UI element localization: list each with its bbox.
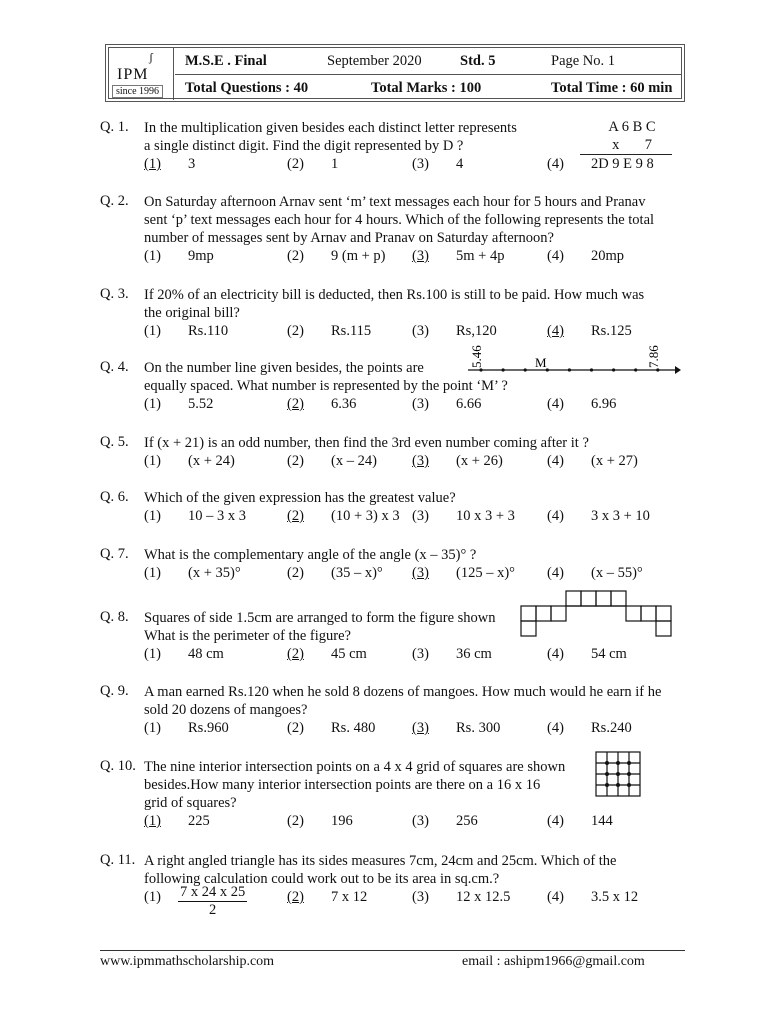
option-number[interactable]: (3) [412,248,429,264]
exam-date: September 2020 [327,53,422,69]
option-value[interactable]: 256 [456,813,478,829]
option-number[interactable]: (4) [547,889,564,905]
q1-row1: A 6 B C [608,119,656,135]
option-number[interactable]: (1) [144,396,161,412]
option-number[interactable]: (3) [412,565,429,581]
option-number[interactable]: (4) [547,508,564,524]
option-value[interactable]: 54 cm [591,646,627,662]
option-number[interactable]: (2) [287,396,304,412]
option-number[interactable]: (4) [547,156,564,172]
option-value[interactable]: Rs.110 [188,323,229,339]
question-text-line: In the multiplication given besides each distinct letter represents [144,120,517,136]
option-value[interactable]: Rs.125 [591,323,632,339]
option-number[interactable]: (3) [412,646,429,662]
option-value[interactable]: 144 [591,813,613,829]
option-value[interactable]: 9mp [188,248,214,264]
option-number[interactable]: (1) [144,889,161,905]
option-number[interactable]: (4) [547,646,564,662]
q4-point-m-label: M [535,355,547,370]
option-value[interactable]: (x + 27) [591,453,638,469]
option-value[interactable]: 10 x 3 + 3 [456,508,515,524]
q10-grid-figure [596,752,640,796]
option-number[interactable]: (2) [287,720,304,736]
option-number[interactable]: (3) [412,508,429,524]
question-text-line: A right angled triangle has its sides measures 7cm, 24cm and 25cm. Which of the [144,853,617,869]
option-number[interactable]: (4) [547,248,564,264]
total-questions: Total Questions : 40 [185,80,309,96]
question-number: Q. 3. [100,286,129,302]
option-number[interactable]: (3) [412,396,429,412]
question-number: Q. 8. [100,609,129,625]
question-text-line: grid of squares? [144,795,237,811]
question-text-line: What is the perimeter of the figure? [144,628,351,644]
option-value[interactable]: 6.96 [591,396,617,412]
footer-divider [100,950,685,951]
question-text-line: sold 20 dozens of mangoes? [144,702,308,718]
option-number[interactable]: (3) [412,156,429,172]
option-value[interactable]: 7 x 12 [331,889,368,905]
option-value[interactable]: (10 + 3) x 3 [331,508,400,524]
option-value[interactable]: 2 [591,156,599,172]
question-number: Q. 2. [100,193,129,209]
option-value[interactable]: 36 cm [456,646,492,662]
option-value[interactable]: Rs.960 [188,720,229,736]
number-line-point [612,368,615,371]
exam-header [105,44,685,102]
q8-squares-figure [521,591,671,641]
exam-name: M.S.E . Final [185,53,267,69]
question-text-line: On the number line given besides, the points are [144,360,424,376]
option-value[interactable]: (35 – x)° [331,565,383,581]
option-value[interactable]: Rs,120 [456,323,497,339]
option-number[interactable]: (4) [547,720,564,736]
option-value[interactable]: 6.36 [331,396,357,412]
q1-row2: x 7 [612,137,652,153]
option-number[interactable]: (3) [412,323,429,339]
option-number[interactable]: (2) [287,508,304,524]
question-text-line: equally spaced. What number is represented by the point ‘M’ ? [144,378,508,394]
option-value[interactable]: (x + 26) [456,453,503,469]
ipm-logo [109,48,174,100]
option-number[interactable]: (1) [144,323,161,339]
question-text-line: besides.How many interior intersection points are there on a 16 x 16 [144,777,541,793]
option-value[interactable]: (x – 24) [331,453,377,469]
option-value[interactable]: 12 x 12.5 [456,889,511,905]
q11-numerator: 7 x 24 x 25 [180,884,246,900]
option-value[interactable]: (x + 35)° [188,565,241,581]
question-text-line: What is the complementary angle of the angle (x – 35)° ? [144,547,477,563]
question-text-line: A man earned Rs.120 when he sold 8 dozens of mangoes. How much would he earn if he [144,684,662,700]
question-text-line: The nine interior intersection points on a 4 x 4 grid of squares are shown [144,759,566,775]
question-number: Q. 9. [100,683,129,699]
option-number[interactable]: (1) [144,646,161,662]
option-value[interactable]: (125 – x)° [456,565,515,581]
footer-website[interactable]: www.ipmmathscholarship.com [100,954,275,969]
option-value[interactable]: Rs.115 [331,323,372,339]
logo-swirl-icon: ʃ [149,50,153,64]
option-number[interactable]: (1) [144,565,161,581]
q4-left-label: 5.46 [469,345,484,368]
option-value[interactable]: 5m + 4p [456,248,505,264]
option-number[interactable]: (2) [287,565,304,581]
q1-row3: D 9 E 9 8 [580,154,672,173]
option-number[interactable]: (4) [547,813,564,829]
option-value[interactable]: 20mp [591,248,625,264]
option-value[interactable]: 225 [188,813,210,829]
option-value[interactable]: (x + 24) [188,453,235,469]
logo-text: IPM [117,66,149,83]
q1-multiplication-figure [572,118,672,173]
option-number[interactable]: (2) [287,156,304,172]
option-number[interactable]: (4) [547,323,564,339]
option-value[interactable]: 6.66 [456,396,482,412]
question-number: Q. 11. [100,852,136,868]
q11-option1-fraction [178,884,247,919]
question-text-line: If (x + 21) is an odd number, then find the 3rd even number coming after it ? [144,435,589,451]
question-text-line: following calculation could work out to be its area in sq.cm.? [144,871,500,887]
option-number[interactable]: (2) [287,453,304,469]
question-text-line: sent ‘p’ text messages each hour for 4 hours. Which of the following represents the total [144,212,655,228]
option-number[interactable]: (2) [287,248,304,264]
question-text-line: number of messages sent by Arnav and Pranav on Saturday afternoon? [144,230,554,246]
option-value[interactable]: Rs. 480 [331,720,376,736]
option-value[interactable]: 45 cm [331,646,367,662]
option-number[interactable]: (2) [287,646,304,662]
option-value[interactable]: Rs. 300 [456,720,501,736]
question-number: Q. 5. [100,434,129,450]
option-number[interactable]: (2) [287,813,304,829]
option-number[interactable]: (4) [547,396,564,412]
option-value[interactable]: (x – 55)° [591,565,643,581]
q11-denominator: 2 [209,902,217,918]
option-number[interactable]: (3) [412,813,429,829]
option-number[interactable]: (1) [144,248,161,264]
option-value[interactable]: 48 cm [188,646,224,662]
option-number[interactable]: (1) [144,813,161,829]
option-value[interactable]: 196 [331,813,353,829]
number-line-point [524,368,527,371]
footer-email[interactable]: email : ashipm1966@gmail.com [462,954,645,969]
question-number: Q. 7. [100,546,129,562]
option-value[interactable]: 4 [456,156,464,172]
question-number: Q. 10. [100,758,136,774]
option-number[interactable]: (2) [287,323,304,339]
option-value[interactable]: 5.52 [188,396,214,412]
q4-number-line [465,338,680,383]
option-number[interactable]: (1) [144,453,161,469]
std-label: Std. 5 [460,53,496,69]
option-value[interactable]: 3 [188,156,196,172]
option-value[interactable]: 3.5 x 12 [591,889,639,905]
total-time: Total Time : 60 min [551,80,673,96]
option-number[interactable]: (1) [144,720,161,736]
option-value[interactable]: 10 – 3 x 3 [188,508,246,524]
number-line-point [590,368,593,371]
option-number[interactable]: (3) [412,453,429,469]
question-number: Q. 1. [100,119,129,135]
option-number[interactable]: (4) [547,565,564,581]
question-number: Q. 6. [100,489,129,505]
option-value[interactable]: 1 [331,156,339,172]
q4-right-label: 7.86 [646,345,661,368]
question-text-line: the original bill? [144,305,240,321]
total-marks: Total Marks : 100 [371,80,482,96]
logo-since: since 1996 [112,85,163,98]
number-line-point [568,368,571,371]
option-number[interactable]: (1) [144,156,161,172]
number-line-point [502,368,505,371]
page-number: Page No. 1 [551,53,616,69]
option-value[interactable]: 3 x 3 + 10 [591,508,650,524]
question-text-line: Which of the given expression has the greatest value? [144,490,456,506]
question-text-line: a single distinct digit. Find the digit represented by D ? [144,138,464,154]
question-text-line: If 20% of an electricity bill is deducted, then Rs.100 is still to be paid. How much was [144,287,645,303]
option-number[interactable]: (4) [547,453,564,469]
option-value[interactable]: 9 (m + p) [331,248,386,264]
question-number: Q. 4. [100,359,129,375]
option-number[interactable]: (1) [144,508,161,524]
option-number[interactable]: (3) [412,720,429,736]
option-number[interactable]: (3) [412,889,429,905]
option-number[interactable]: (2) [287,889,304,905]
question-text-line: On Saturday afternoon Arnav sent ‘m’ text messages each hour for 5 hours and Pranav [144,194,646,210]
question-text-line: Squares of side 1.5cm are arranged to form the figure shown [144,610,496,626]
option-value[interactable]: Rs.240 [591,720,632,736]
number-line-point [634,368,637,371]
